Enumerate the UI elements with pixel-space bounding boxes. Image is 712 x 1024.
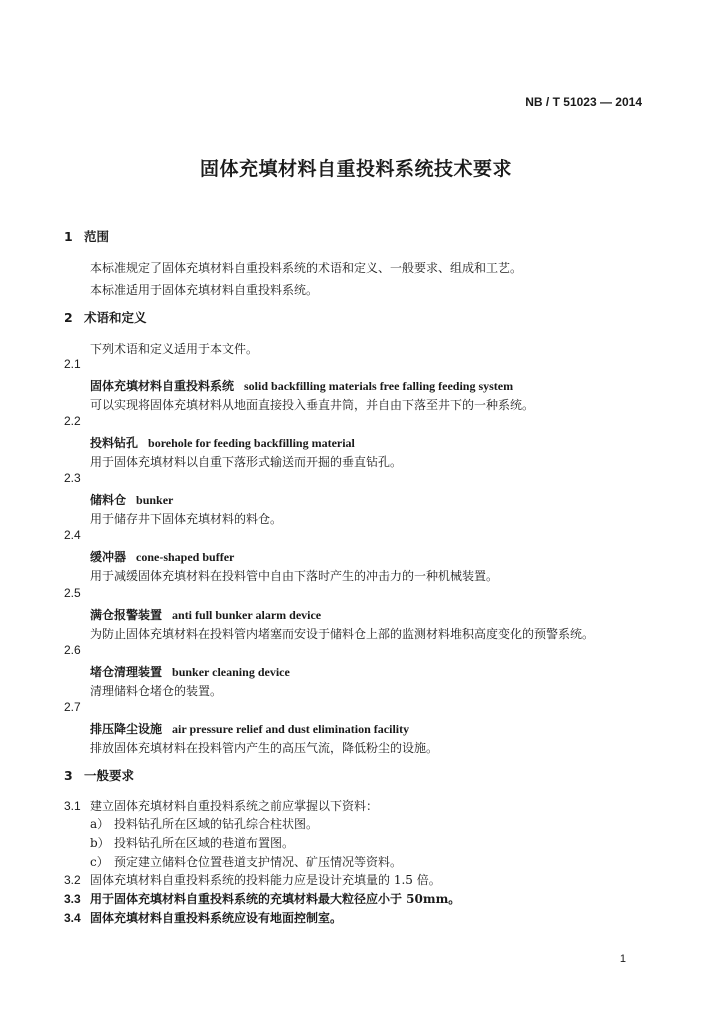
term-number: 2.6 [64, 643, 81, 657]
term-definition: 排放固体充填材料在投料管内产生的高压气流，降低粉尘的设施。 [90, 741, 439, 755]
term-english: solid backfilling materials free falling feeding system [244, 379, 514, 393]
term-english: borehole for feeding backfilling material [148, 436, 355, 450]
term-chinese: 排压降尘设施 [90, 722, 163, 736]
subitem-text: 预定建立储料仓位置巷道支护情况、矿压情况等资料。 [114, 855, 403, 869]
term-definition: 可以实现将固体充填材料从地面直接投入垂直井筒，并自由下落至井下的一种系统。 [90, 398, 535, 412]
term-definition: 清理储料仓堵仓的装置。 [90, 684, 223, 698]
term-chinese: 堵仓清理装置 [90, 665, 163, 679]
term-definition: 用于储存井下固体充填材料的料仓。 [90, 512, 283, 526]
item-text: 用于固体充填材料自重投料系统的充填材料最大粒径应小于 50mm。 [90, 892, 461, 906]
term-entry [90, 548, 234, 565]
paragraph: 本标准适用于固体充填材料自重投料系统。 [90, 283, 319, 297]
term-definition: 用于固体充填材料以自重下落形式输送而开掘的垂直钻孔。 [90, 455, 403, 469]
term-english: cone-shaped buffer [136, 550, 235, 564]
requirement-subitem [90, 853, 402, 870]
item-number: 3.3 [64, 892, 81, 906]
term-english: bunker [136, 493, 174, 507]
term-chinese: 满仓报警装置 [90, 608, 163, 622]
term-number: 2.3 [64, 471, 81, 485]
subitem-text: 投料钻孔所在区域的钻孔综合柱状图。 [114, 817, 319, 831]
requirement-item [64, 871, 441, 888]
term-definition: 为防止固体充填材料在投料管内堵塞而安设于储料仓上部的监测材料堆积高度变化的预警系统。 [90, 627, 595, 641]
term-chinese: 储料仓 [90, 493, 127, 507]
term-entry [90, 377, 513, 394]
section-heading-general [64, 766, 134, 784]
subitem-label: b） [90, 836, 110, 850]
page-number: 1 [619, 953, 626, 965]
term-number: 2.4 [64, 528, 81, 542]
term-entry [90, 663, 290, 680]
term-entry [90, 606, 321, 623]
term-number: 2.5 [64, 586, 81, 600]
term-number: 2.1 [64, 357, 81, 371]
term-entry [90, 720, 409, 737]
item-number: 3.1 [64, 799, 81, 813]
term-english: bunker cleaning device [172, 665, 290, 679]
term-entry [90, 491, 173, 508]
term-english: air pressure relief and dust elimination facility [172, 722, 410, 736]
section-number: 1 [64, 229, 73, 244]
term-chinese: 投料钻孔 [90, 436, 139, 450]
term-entry [90, 434, 355, 451]
section-number: 2 [64, 310, 73, 325]
document-title: 固体充填材料自重投料系统技术要求 [199, 158, 512, 180]
term-chinese: 固体充填材料自重投料系统 [90, 379, 235, 393]
term-number: 2.7 [64, 700, 81, 714]
term-definition: 用于减缓固体充填材料在投料管中自由下落时产生的冲击力的一种机械装置。 [90, 569, 499, 583]
subitem-label: a） [90, 817, 110, 831]
term-english: anti full bunker alarm device [172, 608, 322, 622]
paragraph: 本标准规定了固体充填材料自重投料系统的术语和定义、一般要求、组成和工艺。 [90, 261, 523, 275]
paragraph: 下列术语和定义适用于本文件。 [90, 342, 259, 356]
term-number: 2.2 [64, 414, 81, 428]
item-number: 3.2 [64, 873, 81, 887]
requirement-item [64, 909, 342, 926]
requirement-subitem [90, 834, 294, 851]
section-title: 术语和定义 [84, 310, 147, 325]
term-chinese: 缓冲器 [90, 550, 127, 564]
section-number: 3 [64, 768, 73, 783]
requirement-subitem [90, 815, 318, 832]
section-title: 一般要求 [84, 768, 135, 783]
section-title: 范围 [84, 229, 110, 244]
standard-number: NB / T 51023 — 2014 [525, 95, 642, 109]
subitem-label: c） [90, 855, 109, 869]
item-number: 3.4 [64, 911, 81, 925]
requirement-item [64, 890, 460, 907]
section-heading-scope [64, 227, 109, 245]
requirement-item [64, 797, 378, 814]
item-text: 固体充填材料自重投料系统的投料能力应是设计充填量的 1.5 倍。 [90, 873, 441, 887]
subitem-text: 投料钻孔所在区域的巷道布置图。 [114, 836, 295, 850]
section-heading-terms [64, 308, 147, 326]
item-text: 固体充填材料自重投料系统应设有地面控制室。 [90, 911, 343, 925]
item-text: 建立固体充填材料自重投料系统之前应掌握以下资料： [90, 799, 379, 813]
